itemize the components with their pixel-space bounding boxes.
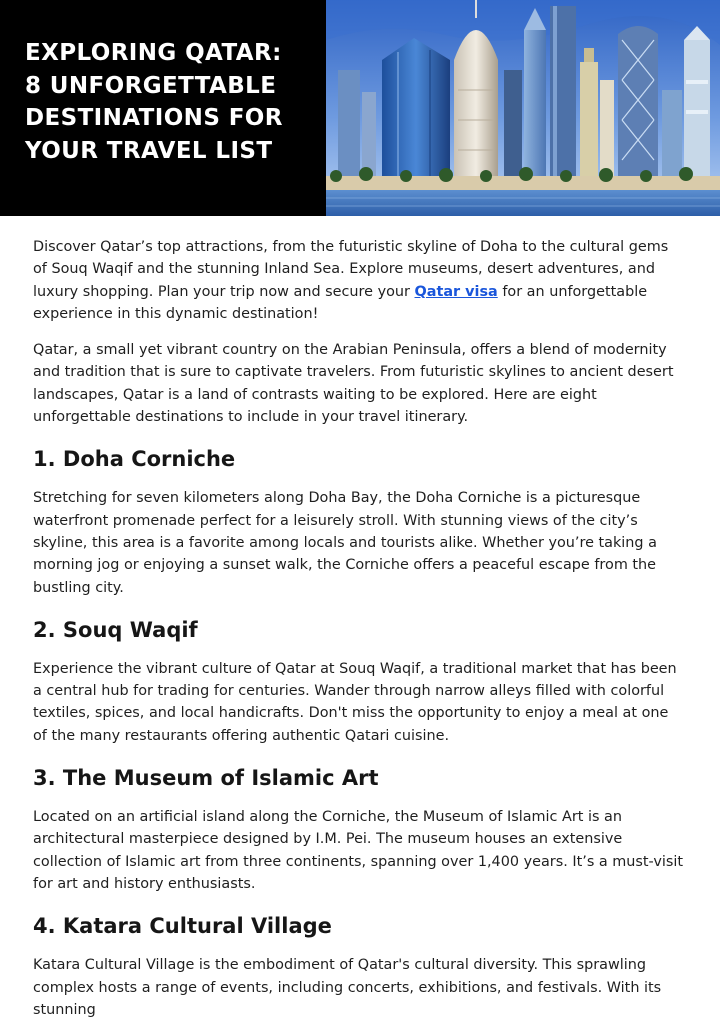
page-title-line-2: 8 UNFORGETTABLE xyxy=(25,72,277,99)
intro-text-after-link: for an unforgettable experience in this dynamic destination! xyxy=(33,283,648,322)
section-text-katara-cultural-village: Katara Cultural Village is the embodiment of Qatar's cultural diversity. This sprawling complex hosts a range of events, including concerts, exhibitions, and festivals. With its stunning xyxy=(33,957,662,1018)
article-body xyxy=(0,216,720,1021)
intro-paragraph xyxy=(33,236,686,325)
title-panel xyxy=(0,0,326,216)
section-heading-souq-waqif: 2. Souq Waqif xyxy=(33,617,198,642)
section-text-museum-islamic-art: Located on an artificial island along the Corniche, the Museum of Islamic Art is an architectural masterpiece designed by I.M. Pei. The museum houses an extensive collection of Islamic art from three continents, spanning over 1,400 years. It’s a must-visit for art and history enthusiasts. xyxy=(33,809,684,892)
section-heading-museum-islamic-art: 3. The Museum of Islamic Art xyxy=(33,766,379,791)
overview-paragraph: Qatar, a small yet vibrant country on the Arabian Peninsula, offers a blend of modernity and tradition that is sure to captivate travelers. From futuristic skylines to ancient desert landscapes, Qatar is a land of contrasts waiting to be explored. Here are eight unforgettable destinations to include in your travel itinerary. xyxy=(33,342,674,426)
page-title-line-1: EXPLORING QATAR: xyxy=(25,40,282,66)
doha-skyline-image xyxy=(326,0,720,216)
page-title-line-4: YOUR TRAVEL LIST xyxy=(25,137,273,164)
section-text-doha-corniche: Stretching for seven kilometers along Doha Bay, the Doha Corniche is a picturesque waterfront promenade perfect for a leisurely stroll. With stunning views of the city’s skyline, this area is a favorite among locals and tourists alike. Whether you’re taking a morning jog or enjoying a sunset walk, the Corniche offers a peaceful escape from the bustling city. xyxy=(33,490,657,596)
qatar-visa-link[interactable]: Qatar visa xyxy=(414,283,498,300)
section-heading-katara-cultural-village: 4. Katara Cultural Village xyxy=(33,914,332,939)
page-header xyxy=(0,0,720,216)
section-heading-doha-corniche: 1. Doha Corniche xyxy=(33,447,236,472)
intro-text-before-link: Discover Qatar’s top attractions, from the futuristic skyline of Doha to the cultural gems of Souq Waqif and the stunning Inland Sea. Explore museums, desert adventures, and luxury shopping. Plan your trip now and secure your xyxy=(33,239,669,300)
section-text-souq-waqif: Experience the vibrant culture of Qatar at Souq Waqif, a traditional market that has been a central hub for trading for centuries. Wander through narrow alleys filled with colorful textiles, spices, and local handicrafts. Don't miss the opportunity to enjoy a meal at one of the many restaurants offering authentic Qatari cuisine. xyxy=(33,660,677,744)
page-title-line-3: DESTINATIONS FOR xyxy=(25,105,283,131)
skyline-illustration xyxy=(326,0,720,216)
